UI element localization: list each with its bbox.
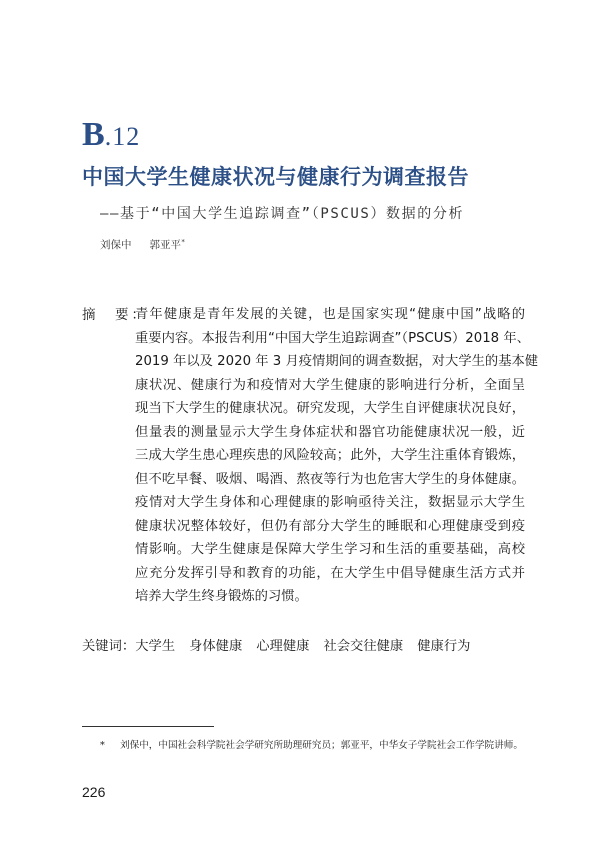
author-line [100, 237, 185, 252]
report-subtitle: ——基于“中国大学生追踪调查”（PSCUS）数据的分析 [100, 206, 465, 222]
author-1: 刘保中 [100, 239, 132, 251]
footnote-mark: * [100, 740, 105, 751]
footnote [100, 738, 530, 753]
abstract-line: 健康状况整体较好，但仍有部分大学生的睡眠和心理健康受到疫 [135, 518, 525, 534]
report-title: 中国大学生健康状况与健康行为调查报告 [82, 165, 469, 189]
author-2: 郭亚平 [149, 239, 181, 251]
abstract-line: 培养大学生终身锻炼的习惯。 [135, 589, 308, 604]
keyword: 社会交往健康 [323, 639, 404, 654]
abstract-line: 青年健康是青年发展的关键，也是国家实现“健康中国”战略的 [135, 307, 525, 322]
keyword: 大学生 [135, 639, 176, 654]
footnote-text: 刘保中，中国社会科学院社会学研究所助理研究员；郭亚平，中华女子学院社会工作学院讲师。 [120, 740, 523, 751]
page-number: 226 [82, 784, 106, 800]
keyword: 心理健康 [256, 639, 310, 654]
abstract-line: 康状况、健康行为和疫情对大学生健康的影响进行分析，全面呈 [135, 377, 525, 393]
report-letter: B [82, 116, 105, 153]
report-number-suffix: .12 [104, 122, 141, 151]
keyword: 身体健康 [189, 639, 243, 654]
keywords-label: 关键词： [82, 639, 136, 654]
abstract-line: 但量表的测量显示大学生身体症状和器官功能健康状况一般，近 [135, 424, 525, 440]
abstract-line: 现当下大学生的健康状况。研究发现，大学生自评健康状况良好， [135, 401, 525, 416]
abstract-line: 三成大学生患心理疾患的风险较高；此外，大学生注重体育锻炼， [135, 448, 525, 463]
keyword: 健康行为 [417, 639, 471, 654]
abstract-line: 应充分发挥引导和教育的功能，在大学生中倡导健康生活方式并 [135, 565, 525, 581]
abstract-line: 疫情对大学生身体和心理健康的影响亟待关注，数据显示大学生 [135, 495, 525, 510]
abstract-line: 情影响。大学生健康是保障大学生学习和生活的重要基础，高校 [135, 542, 525, 557]
abstract-line: 2019 年以及 2020 年 3 月疫情期间的调查数据，对大学生的基本健 [135, 354, 539, 369]
footnote-divider [82, 726, 214, 727]
abstract-body [135, 303, 539, 609]
author-footnote-mark: * [181, 238, 186, 246]
abstract-label: 摘 要： [82, 307, 148, 323]
abstract-line: 重要内容。本报告利用“中国大学生追踪调查”（PSCUS）2018 年、 [135, 330, 530, 346]
report-number [82, 118, 140, 152]
abstract-line: 但不吃早餐、吸烟、喝酒、熬夜等行为也危害大学生的身体健康。 [135, 471, 525, 487]
keywords-line [82, 635, 484, 654]
